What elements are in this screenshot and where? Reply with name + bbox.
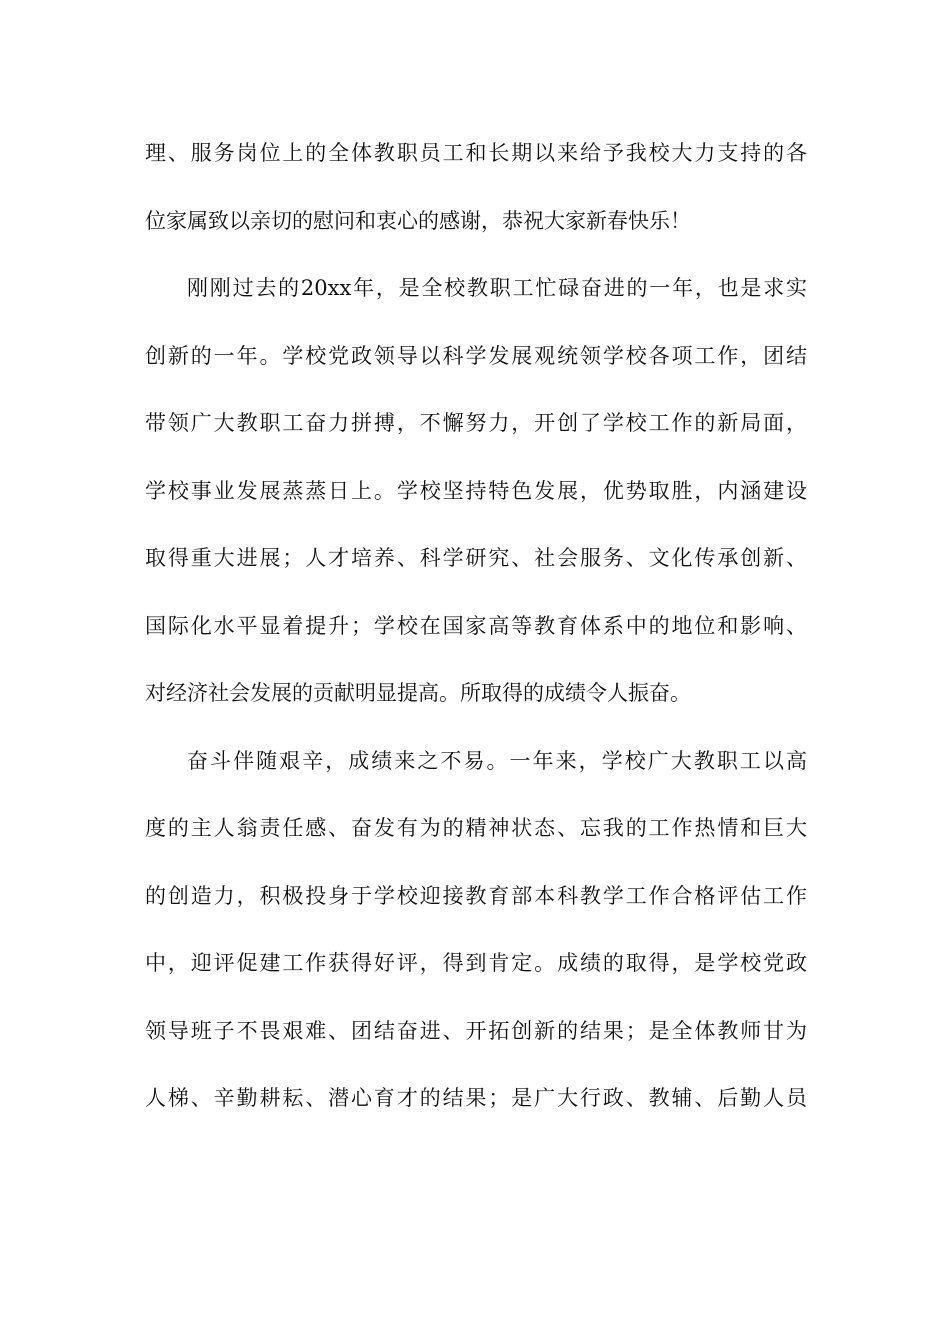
paragraph-3-line-6: 人梯、辛勤耕耘、潜心育才的结果；是广大行政、教辅、后勤人员	[145, 1086, 807, 1110]
paragraph-2-line-6: 国际化水平显着提升；学校在国家高等教育体系中的地位和影响、	[145, 613, 807, 638]
paragraph-1-line-1: 理、服务岗位上的全体教职员工和长期以来给予我校大力支持的各	[145, 141, 807, 165]
document-body	[145, 130, 807, 1143]
paragraph-3-line-4: 中，迎评促建工作获得好评，得到肯定。成绩的取得，是学校党政	[145, 951, 807, 975]
paragraph-3-line-3: 的创造力，积极投身于学校迎接教育部本科教学工作合格评估工作	[145, 883, 807, 908]
paragraph-2-line-4: 学校事业发展蒸蒸日上。学校坚持特色发展，优势取胜，内涵建设	[145, 478, 807, 503]
paragraph-1-line-2: 位家属致以亲切的慰问和衷心的感谢，恭祝大家新春快乐！	[145, 208, 691, 233]
paragraph-3-line-1: 奋斗伴随艰辛，成绩来之不易。一年来，学校广大教职工以高	[187, 748, 807, 773]
paragraph-3-line-2: 度的主人翁责任感、奋发有为的精神状态、忘我的工作热情和巨大	[145, 816, 807, 840]
paragraph-3-line-5: 领导班子不畏艰难、团结奋进、开拓创新的结果；是全体教师甘为	[145, 1018, 807, 1043]
paragraph-2-line-3: 带领广大教职工奋力拼搏，不懈努力，开创了学校工作的新局面，	[145, 411, 807, 435]
paragraph-2-line-5: 取得重大进展；人才培养、科学研究、社会服务、文化传承创新、	[145, 546, 807, 570]
paragraph-2-line-1: 刚刚过去的20xx年，是全校教职工忙碌奋进的一年，也是求实	[187, 276, 807, 300]
paragraph-2-line-7: 对经济社会发展的贡献明显提高。所取得的成绩令人振奋。	[145, 681, 691, 705]
paragraph-2-line-2: 创新的一年。学校党政领导以科学发展观统领学校各项工作，团结	[145, 343, 807, 368]
